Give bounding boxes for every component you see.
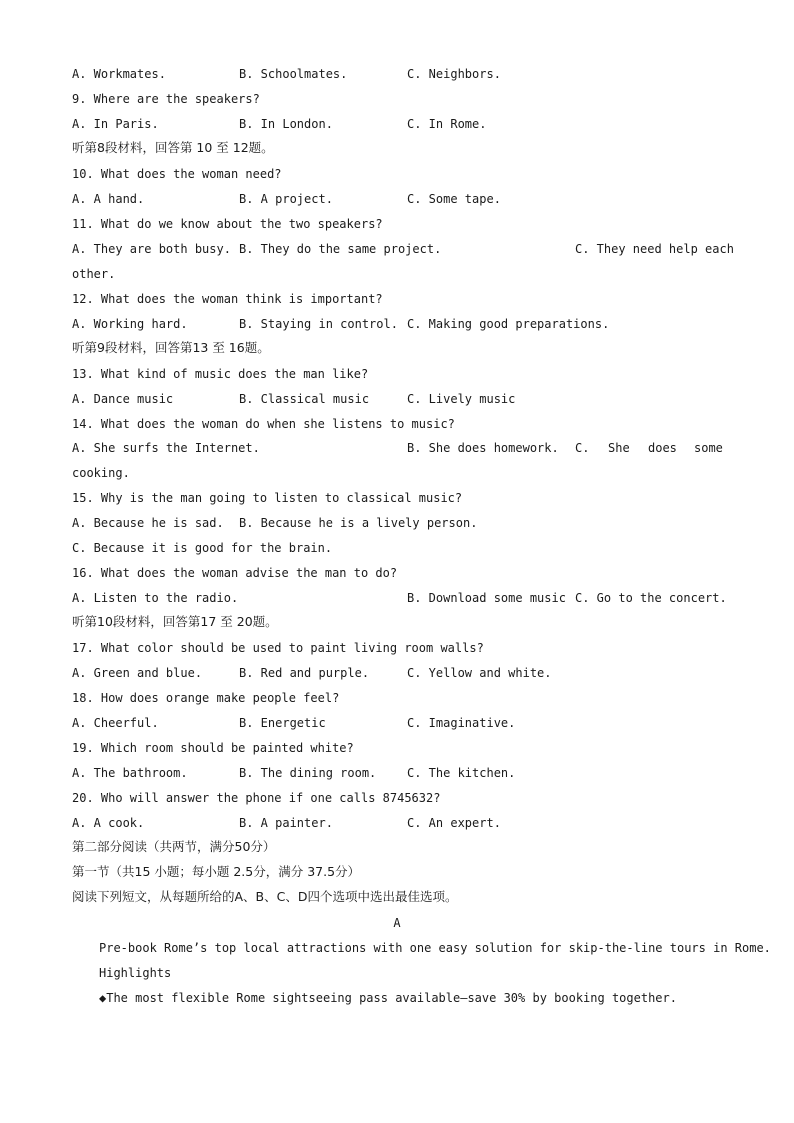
option-c: C. Some tape. xyxy=(407,192,501,206)
option-c: C. An expert. xyxy=(407,816,501,830)
option-c: C. Go to the concert. xyxy=(575,591,727,605)
option-b: B. Energetic xyxy=(239,716,326,730)
option-b: B. They do the same project. xyxy=(239,242,442,256)
option-a: A. Cheerful. xyxy=(72,716,159,730)
option-a: A. Listen to the radio. xyxy=(72,591,239,605)
option-c: C. They need help each xyxy=(575,242,734,256)
option-c: C. Neighbors. xyxy=(407,67,501,81)
option-a: A. In Paris. xyxy=(72,117,159,131)
option-a: A. Working hard. xyxy=(72,317,188,331)
option-a: A. A hand. xyxy=(72,192,145,206)
option-c-continued: other. xyxy=(72,267,116,281)
question-11: 11. What do we know about the two speakers? xyxy=(72,217,383,231)
option-c-continued: cooking. xyxy=(72,466,130,480)
option-b: B. Because he is a lively person. xyxy=(239,516,478,530)
option-a: A. They are both busy. xyxy=(72,242,231,256)
option-a: A. Because he is sad. xyxy=(72,516,224,530)
section-one-heading: 第一节（共15 小题；每小题 2.5分，满分 37.5分） xyxy=(72,864,361,879)
option-c-word: does xyxy=(648,441,677,455)
section-heading-9: 听第9段材料，回答第13 至 16题。 xyxy=(72,340,270,355)
question-9: 9. Where are the speakers? xyxy=(72,92,260,106)
option-b: B. Classical music xyxy=(239,392,370,406)
passage-paragraph: Pre-book Rome’s top local attractions with one easy solution for skip-the-line tours in Rome. xyxy=(99,941,771,955)
question-13: 13. What kind of music does the man like? xyxy=(72,367,369,381)
option-c: C. Because it is good for the brain. xyxy=(72,541,333,555)
option-c: C. In Rome. xyxy=(407,117,487,131)
question-17: 17. What color should be used to paint living room walls? xyxy=(72,641,484,655)
section-heading-10: 听第10段材料，回答第17 至 20题。 xyxy=(72,614,278,629)
option-a: A. A cook. xyxy=(72,816,145,830)
option-a: A. She surfs the Internet. xyxy=(72,441,260,455)
question-14: 14. What does the woman do when she listens to music? xyxy=(72,417,455,431)
option-c-letter: C. xyxy=(575,441,590,455)
passage-bullet: ◆The most flexible Rome sightseeing pass available—save 30% by booking together. xyxy=(99,991,677,1005)
question-12: 12. What does the woman think is important? xyxy=(72,292,383,306)
part-two-heading: 第二部分阅读（共两节，满分50分） xyxy=(72,839,276,854)
option-c: C. Imaginative. xyxy=(407,716,516,730)
reading-instructions: 阅读下列短文，从每题所给的A、B、C、D四个选项中选出最佳选项。 xyxy=(72,889,458,904)
option-b: B. Schoolmates. xyxy=(239,67,348,81)
option-c: C. The kitchen. xyxy=(407,766,516,780)
option-b: B. She does homework. xyxy=(407,441,559,455)
question-15: 15. Why is the man going to listen to classical music? xyxy=(72,491,463,505)
question-10: 10. What does the woman need? xyxy=(72,167,282,181)
option-b: B. Red and purple. xyxy=(239,666,370,680)
question-16: 16. What does the woman advise the man to do? xyxy=(72,566,398,580)
option-a: A. The bathroom. xyxy=(72,766,188,780)
section-heading-8: 听第8段材料，回答第 10 至 12题。 xyxy=(72,140,274,155)
passage-subheading: Highlights xyxy=(99,966,172,980)
option-b: B. Download some music xyxy=(407,591,566,605)
option-b: B. In London. xyxy=(239,117,333,131)
option-a: A. Workmates. xyxy=(72,67,166,81)
option-b: B. A project. xyxy=(239,192,333,206)
option-c: C. Lively music xyxy=(407,392,516,406)
option-b: B. Staying in control. xyxy=(239,317,398,331)
option-a: A. Dance music xyxy=(72,392,174,406)
option-c-word: She xyxy=(608,441,630,455)
option-c-word: some xyxy=(694,441,723,455)
passage-label: A xyxy=(393,916,401,930)
option-b: B. A painter. xyxy=(239,816,333,830)
option-a: A. Green and blue. xyxy=(72,666,203,680)
option-c: C. Making good preparations. xyxy=(407,317,610,331)
question-20: 20. Who will answer the phone if one calls 8745632? xyxy=(72,791,441,805)
option-c: C. Yellow and white. xyxy=(407,666,552,680)
option-b: B. The dining room. xyxy=(239,766,377,780)
question-18: 18. How does orange make people feel? xyxy=(72,691,340,705)
question-19: 19. Which room should be painted white? xyxy=(72,741,354,755)
